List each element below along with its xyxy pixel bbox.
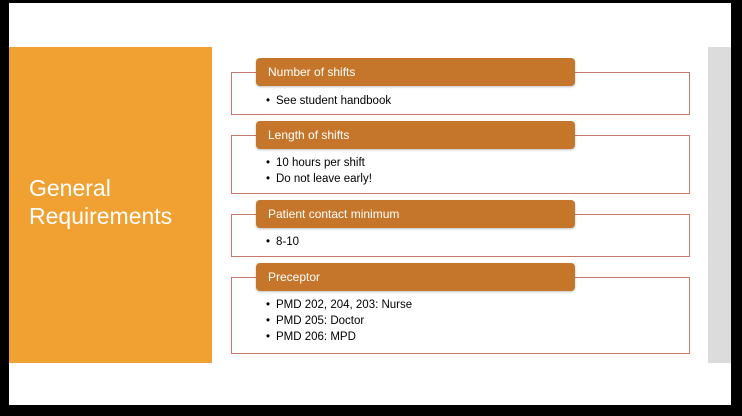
section-header: Length of shifts xyxy=(256,121,575,149)
presentation-slide xyxy=(9,3,731,405)
bullet-item: • PMD 206: MPD xyxy=(266,329,412,345)
section-length-of-shifts xyxy=(231,121,690,194)
bullet-item: • PMD 202, 204, 203: Nurse xyxy=(266,297,412,313)
bullet-list xyxy=(266,234,299,250)
title-panel xyxy=(9,47,212,363)
section-header: Number of shifts xyxy=(256,58,575,86)
bullet-item: • 10 hours per shift xyxy=(266,155,372,171)
section-patient-contact-minimum xyxy=(231,200,690,257)
section-header: Preceptor xyxy=(256,263,575,291)
section-header: Patient contact minimum xyxy=(256,200,575,228)
section-preceptor xyxy=(231,263,690,354)
bullet-item: • 8-10 xyxy=(266,234,299,250)
bullet-item: • PMD 205: Doctor xyxy=(266,313,412,329)
bullet-item: • See student handbook xyxy=(266,93,391,109)
section-number-of-shifts xyxy=(231,58,690,115)
bullet-list xyxy=(266,155,372,187)
right-side-panel xyxy=(708,47,731,363)
bullet-item: • Do not leave early! xyxy=(266,171,372,187)
slide-title: General Requirements xyxy=(29,175,173,229)
bullet-list xyxy=(266,297,412,345)
bullet-list xyxy=(266,93,391,109)
